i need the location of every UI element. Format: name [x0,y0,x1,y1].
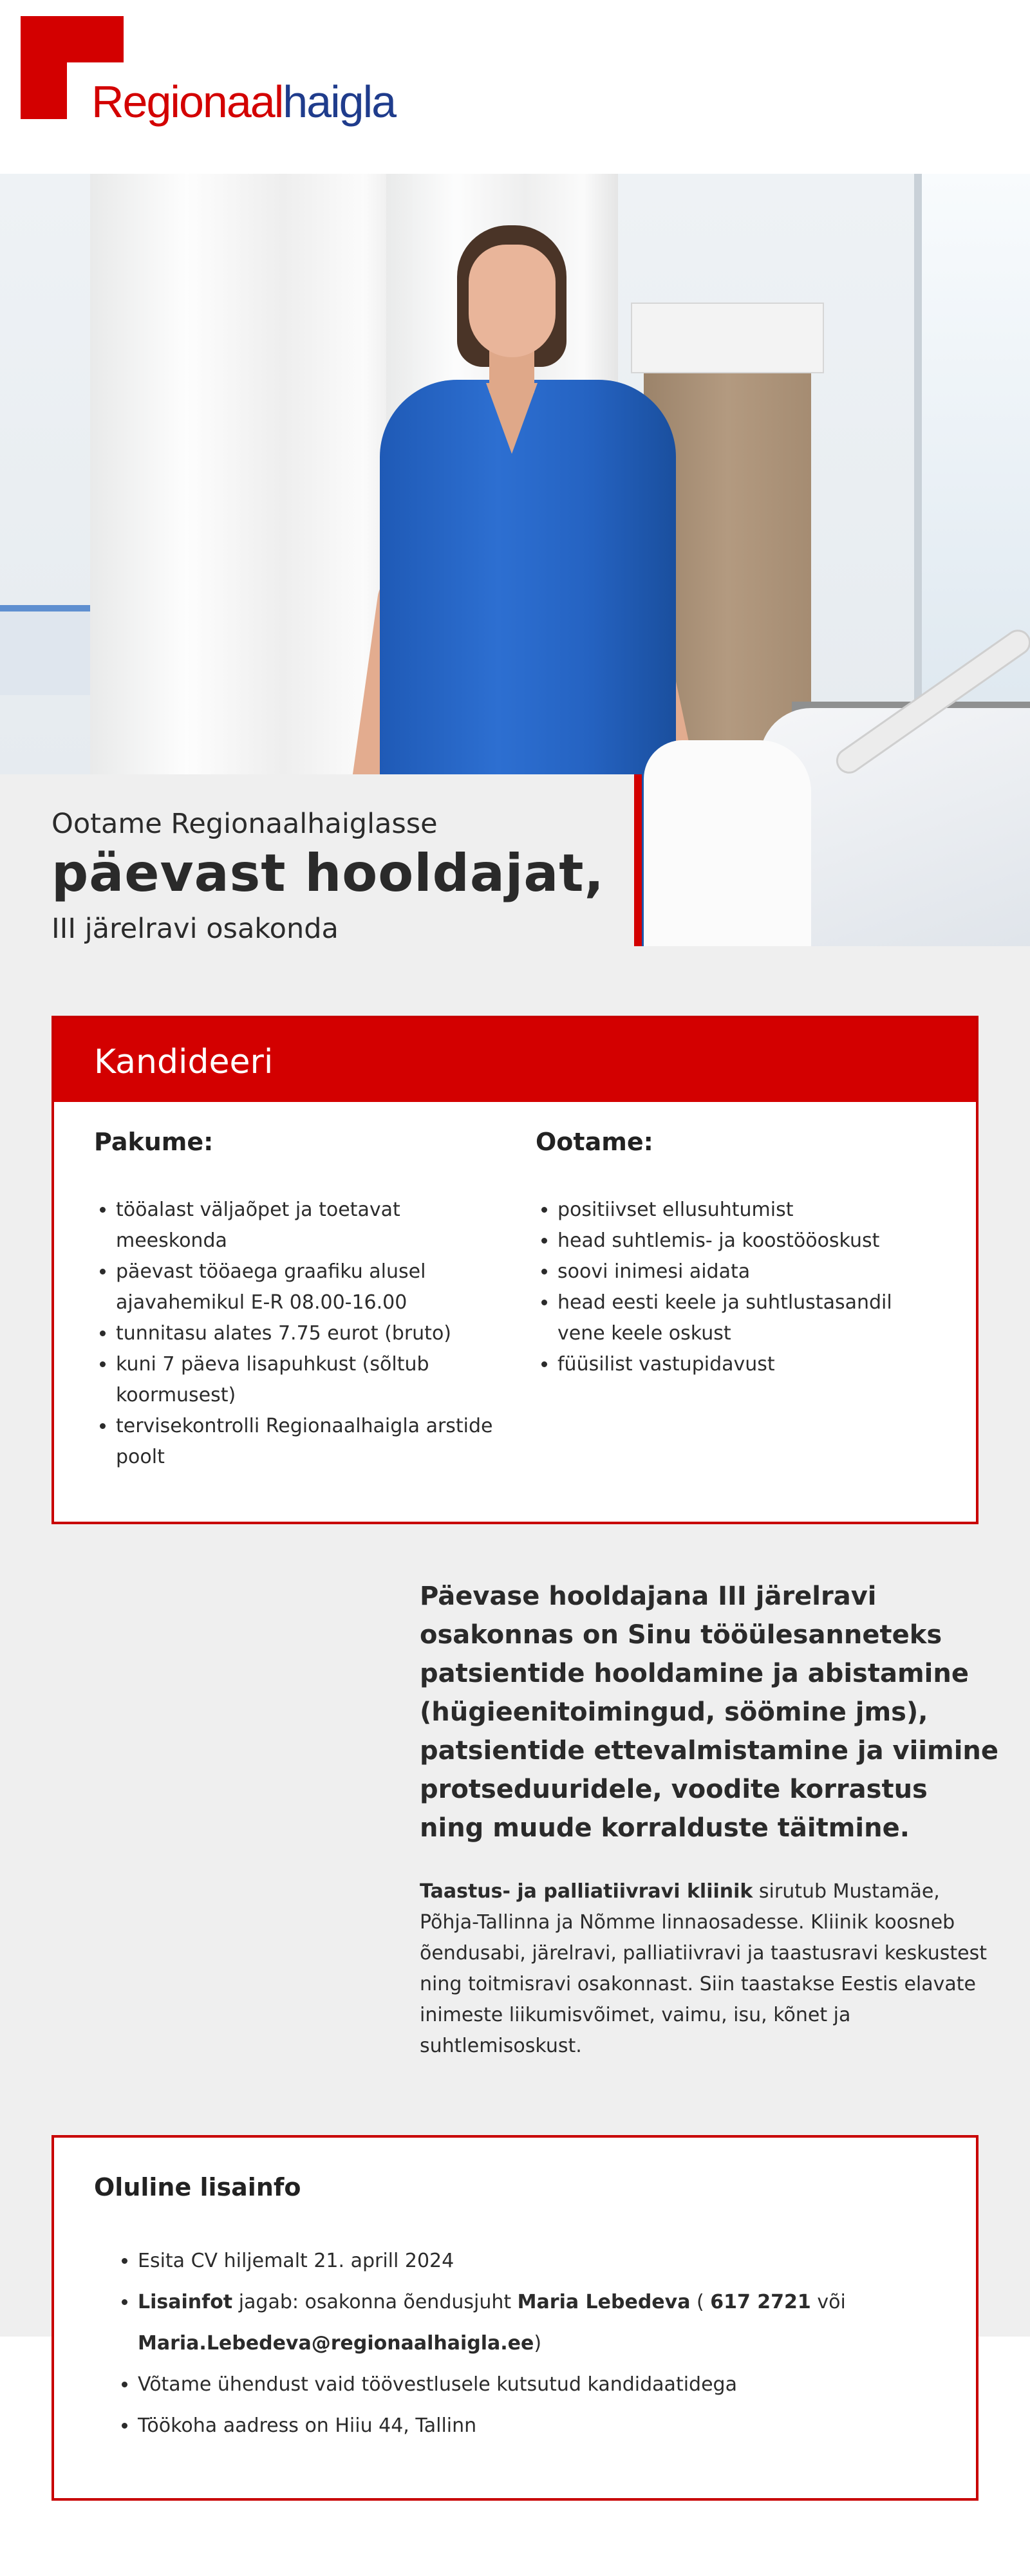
list-item: • soovi inimesi aidata [557,1256,935,1287]
description-lead: Päevase hooldajana III järelravi osakonnas on Sinu tööülesanneteks patsientide hooldamine ja abistamine (hügieenitoimingud, söömine jms), patsientide ettevalmistamine ja viimine protseduuridele, voodite korrastus ning muude korralduste täitmine. [420,1582,999,1843]
list-item: • tunnitasu alates 7.75 eurot (bruto) [116,1318,493,1349]
info-contact [138,2282,949,2364]
description-text: sirutub Mustamäe, Põhja-Tallinna ja Nõmme linnaosadesse. Kliinik koosneb õendusabi, järelravi, palliatiivravi ja taastusravi keskustest ning toitmisravi osakonnast. Siin taastakse Eestis elavate inimeste liikumisvõimet, vaimu, isu, kõnet ja suhtlemisoskust. [420,1880,988,2057]
apply-button[interactable] [54,1018,976,1102]
list-item: • positiivset ellusuhtumist [557,1195,935,1226]
title-intro: Ootame Regionaalhaiglasse [52,808,438,840]
photo-bed-sheet [644,740,811,946]
page-title: päevast hooldajat, [52,843,604,903]
title-subline: III järelravi osakonda [52,913,339,945]
list-item: • kuni 7 päeva lisapuhkust (sõltub koormusest) [116,1349,493,1411]
contact-paren-close: ) [534,2332,542,2355]
nurse-face [469,245,556,357]
list-item: • tervisekontrolli Regionaalhaigla arstide poolt [116,1411,493,1473]
offer-title: Pakume: [94,1128,214,1156]
logo-text-red: Regionaal [91,77,283,127]
title-accent-bar [634,774,642,946]
contact-label: Lisainfot [138,2291,233,2313]
logo-wordmark [91,77,396,127]
info-title: Oluline lisainfo [94,2173,301,2201]
list-item: • tööalast väljaõpet ja toetavat meeskonda [116,1195,493,1256]
contact-text: jagab: osakonna õendusjuht [232,2291,518,2313]
list-item: • päevast tööaega graafiku alusel ajavahemikul E-R 08.00-16.00 [116,1256,493,1318]
logo-text-blue: haigla [283,77,396,127]
info-list [138,2241,949,2447]
regionaalhaigla-logo[interactable] [21,16,396,132]
expect-title: Ootame: [536,1128,653,1156]
description-body [420,1876,999,2062]
offer-column [94,1128,493,1473]
list-item: • füüsilist vastupidavust [557,1349,935,1380]
list-item: • head suhtlemis- ja koostööoskust [557,1226,935,1256]
apply-card [52,1016,979,1524]
info-deadline: • Esita CV hiljemalt 21. aprill 2024 [138,2241,949,2282]
info-card [52,2135,979,2501]
contact-name: Maria Lebedeva [517,2291,691,2313]
contact-phone[interactable]: 617 2721 [710,2291,811,2313]
contact-or: või [810,2291,846,2313]
page-header [0,0,1030,174]
info-note: • Võtame ühendust vaid töövestlusele kutsutud kandidaatidega [138,2364,949,2405]
expect-column [536,1128,935,1380]
expect-list [536,1195,935,1380]
clinic-name: Taastus- ja palliatiivravi kliinik [420,1880,753,1903]
apply-button-label: Kandideeri [94,1043,274,1081]
offer-list [94,1195,493,1473]
photo-desk [0,605,97,695]
contact-email-link[interactable]: Maria.Lebedeva@regionaalhaigla.ee [138,2332,534,2355]
list-item: • head eesti keele ja suhtlustasandil vene keele oskust [557,1287,935,1349]
contact-paren-open: ( [690,2291,711,2313]
info-address: • Töökoha aadress on Hiiu 44, Tallinn [138,2405,949,2447]
